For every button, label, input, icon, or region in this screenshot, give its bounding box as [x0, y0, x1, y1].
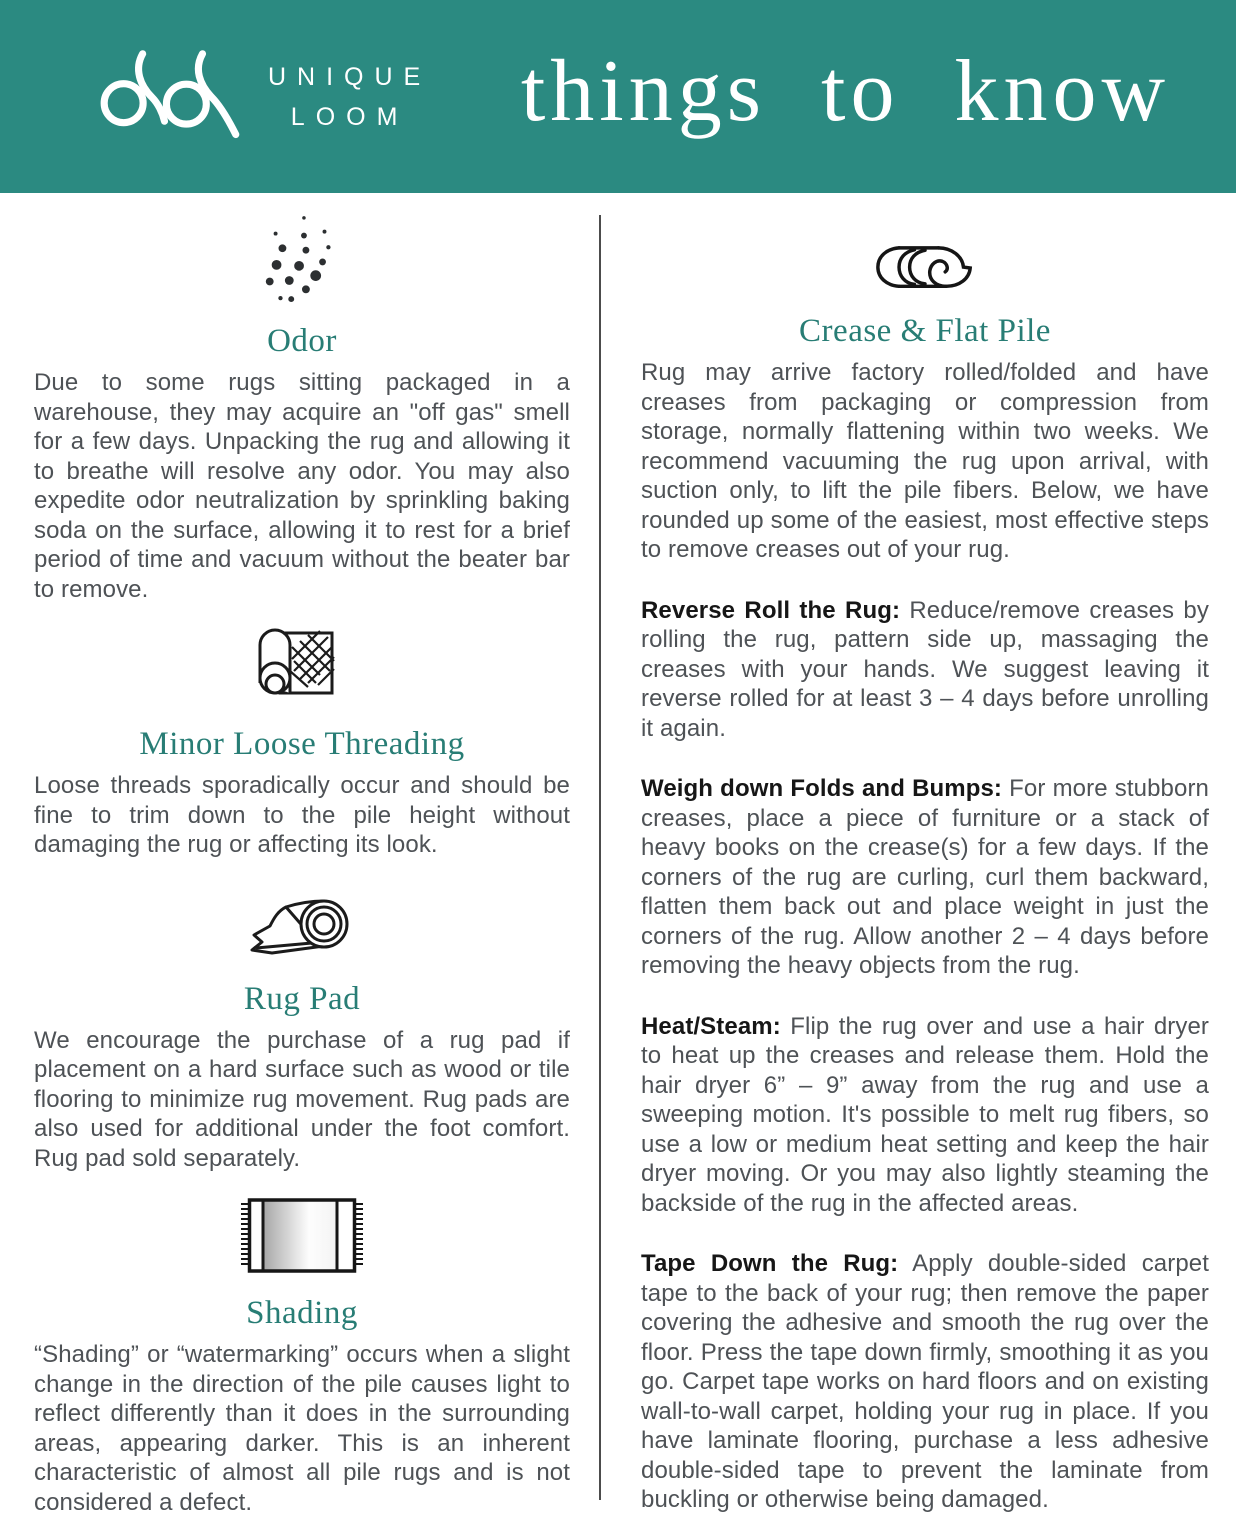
column-divider	[599, 215, 601, 1500]
left-column	[0, 193, 600, 1517]
section-title: Minor Loose Threading	[139, 726, 465, 762]
tip-text: Reduce/remove creases by rolling the rug, pattern side up, massaging the creases with your hands. We suggest leaving it reverse rolled for at least 3 – 4 days before unrolling it again.	[641, 596, 1209, 742]
rolled-rug-icon	[250, 619, 354, 707]
section-title: Shading	[246, 1295, 358, 1331]
header	[0, 0, 1236, 193]
shaded-rug-icon	[240, 1196, 364, 1276]
crease-rolled-rug-icon	[870, 244, 980, 294]
section-shading	[34, 1196, 570, 1517]
section-body: We encourage the purchase of a rug pad if placement on a hard surface such as wood or tile flooring to minimize rug movement. Rug pads are also used for additional under the foot comfort. Rug pad sold separately.	[34, 1026, 570, 1172]
section-minor-loose-threading	[34, 619, 570, 860]
section-body: “Shading” or “watermarking” occurs when a slight change in the direction of the pile causes light to reflect differently than it does in the surrounding areas, appearing darker. This is an inherent characteristic of almost all pile rugs and is not considered a defect.	[34, 1341, 570, 1516]
tip-text: For more stubborn creases, place a piece of furniture or a stack of heavy books on the crease(s) for a few days. If the corners of the rug are curling, curl them backward, flatten them back out and place weight in just the corners of the rug. Allow another 2 – 4 days before removing the heavy objects from the rug.	[641, 775, 1209, 979]
section-body: Due to some rugs sitting packaged in a warehouse, they may acquire an "off gas" smell for a few days. Unpacking the rug and allowing it to breathe will resolve any odor. You may also expedite odor neutralization by sprinkling baking soda on the surface, allowing it to rest for a brief period of time and vacuum without the beater bar to remove.	[34, 369, 570, 603]
section-title: Rug Pad	[243, 980, 361, 1017]
unique-loom-logo	[98, 42, 431, 152]
page-title: things to know	[520, 42, 1170, 140]
section-body: Loose threads sporadically occur and should be fine to trim down to the pile height without damaging the rug or affecting its look.	[34, 772, 570, 858]
tip-paragraph	[641, 774, 1209, 981]
tip-label: Reverse Roll the Rug:	[641, 596, 901, 624]
tip-paragraph	[641, 1249, 1209, 1515]
tip-paragraph	[641, 596, 1209, 744]
section-crease-flat-pile	[641, 244, 1209, 1515]
tip-label: Weigh down Folds and Bumps:	[641, 775, 1003, 802]
tip-text: Flip the rug over and use a hair dryer to heat up the creases and release them. Hold the hair dryer 6” – 9” away from the rug and use a sweeping motion. It's possible to melt rug fibers, so use a low or medium heat setting and keep the hair dryer moving. Or you may also lightly steaming the backside of the rug in the affected areas.	[641, 1012, 1209, 1217]
right-column	[600, 193, 1236, 1517]
section-title: Odor	[267, 323, 337, 359]
rug-pad-roll-icon	[246, 890, 358, 962]
tip-text: Apply double-sided carpet tape to the back of your rug; then remove the paper covering the adhesive and smooth the rug over the floor. Press the tape down firmly, smoothing it as you go. Carpet tape works on hard floors and on existing wall-to-wall carpet, holding your rug in place. If you have laminate flooring, purchase a less adhesive double-sided tape to prevent the laminate from buckling or otherwise being damaged.	[641, 1250, 1209, 1513]
section-intro: Rug may arrive factory rolled/folded and have creases from packaging or compression from storage, normally flattening within two weeks. We recommend vacuuming the rug upon arrival, with suction only, to lift the pile fibers. Below, we have rounded up some of the easiest, most effective steps to remove creases out of your rug.	[641, 359, 1209, 563]
brand-line-2: LOOM	[290, 102, 409, 131]
loom-loops-icon	[98, 42, 250, 152]
content	[0, 193, 1236, 1517]
odor-particles-icon	[252, 214, 352, 304]
tip-label: Tape Down the Rug:	[641, 1250, 899, 1277]
tip-label: Heat/Steam:	[641, 1012, 781, 1040]
section-title: Crease & Flat Pile	[799, 313, 1051, 349]
brand-line-1: UNIQUE	[268, 62, 432, 91]
brand-name	[268, 57, 431, 137]
tip-paragraph	[641, 1012, 1209, 1219]
section-rug-pad	[34, 890, 570, 1174]
section-odor	[34, 214, 570, 604]
